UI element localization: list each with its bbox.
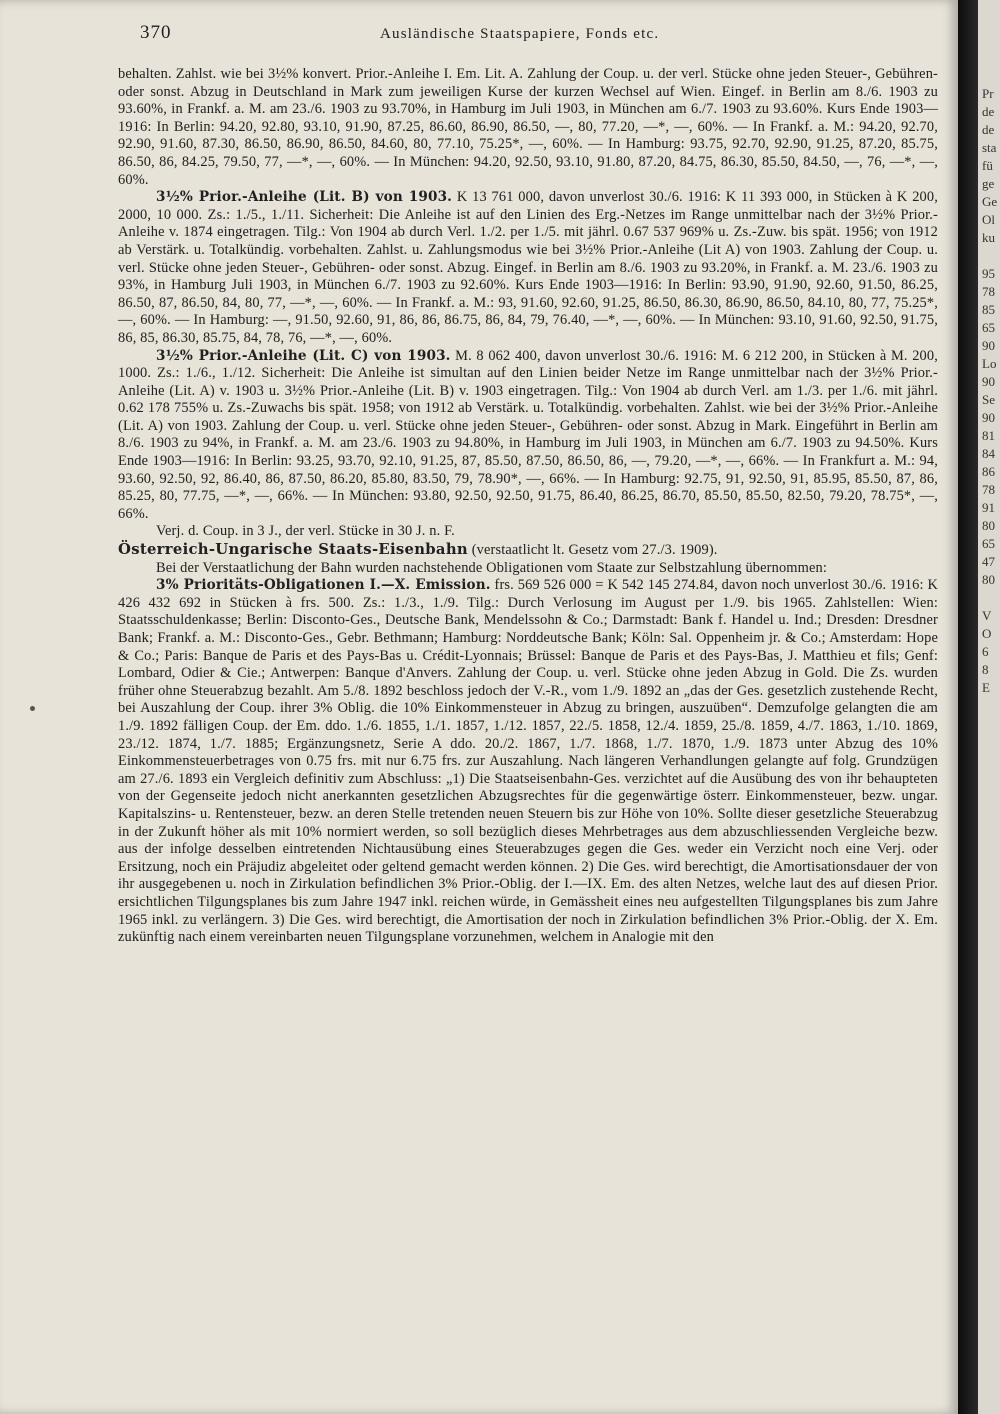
fragment: 8 bbox=[982, 662, 989, 677]
fragment: 65 bbox=[982, 536, 995, 551]
fragment: 85 bbox=[982, 302, 995, 317]
fragment: fü bbox=[982, 158, 993, 173]
fragment: 78 bbox=[982, 284, 995, 299]
fragment: Ge bbox=[982, 194, 998, 209]
fragment: E bbox=[982, 680, 990, 695]
fragment: V bbox=[982, 608, 992, 623]
entry-text: M. 8 062 400, davon unverlost 30./6. 1916: M. 6 212 200, in Stücken à M. 200, 1000. Zs.: 1./6., 1./12. Sicherheit: Die Anleihe ist simultan auf den Linien beider Netze im Range unmittelbar nach der 3½% Prior.-Anleihe (Lit. A) v. 1903 u. 3½% Prior.-Anleihe (Lit. B) v. 1903 eingetragen. Tilg.: Von 1904 ab durch Verl. am 1./3. per 1./6. mit jährl. 0.62 178 755% u. Zs.-Zuwachs bis spät. 1958; von 1912 ab Verstärk. u. Totalkündig. vorbehalten. Zahlst. wie bei der 3½% Prior.-Anleihe (Lit. A) von 1903. Zahlung der Coup. u. verl. Stücke ohne jeden Steuer-, Gebühren- oder sonst. Abzug in Mark. Eingeführt in Berlin am 8./6. 1903 zu 94%, in Frankf. a. M. am 23./6. 1903 zu 94.80%, in Hamburg im Juli 1903, in München am 6./7. 1903 zu 94.50%. Kurs Ende 1903—1916: In Berlin: 93.25, 93.70, 92.10, 91.25, 87, 85.50, 87.50, 86.50, 86, —, 79.20, —*, —, 66%. — In Frankfurt a. M.: 94, 93.60, 92.50, 92, 86.40, 86, 87.50, 86.20, 85.80, 83.50, 79, 78.90*, —, 66%. — In Hamburg: 92.75, 91, 92.50, 91, 85.95, 85.50, 87, 86, 85.25, 80, 77.75, —*, —, 66%. — In München: 93.80, 92.50, 92.50, 91.75, 86.40, 86.25, 86.70, 85.50, 85.50, 82.50, 79.20, 78.75*, —, 66%. bbox=[118, 347, 938, 522]
running-title: Ausländische Staatspapiere, Fonds etc. bbox=[380, 26, 660, 42]
fragment: sta bbox=[982, 140, 997, 155]
fragment: ku bbox=[982, 230, 995, 245]
fragment: Ol bbox=[982, 212, 995, 227]
fragment: O bbox=[982, 626, 992, 641]
fragment: ge bbox=[982, 176, 995, 191]
coupon-note bbox=[118, 523, 938, 541]
fragment: 47 bbox=[982, 554, 995, 569]
fragment: Pr bbox=[982, 86, 994, 101]
fragment: 90 bbox=[982, 410, 995, 425]
entry-prioritaets-obligationen bbox=[118, 577, 938, 946]
continuation-paragraph bbox=[118, 66, 938, 189]
fragment: de bbox=[982, 122, 995, 137]
fragment: 90 bbox=[982, 374, 995, 389]
section-heading bbox=[118, 541, 938, 560]
fragment: 80 bbox=[982, 572, 995, 587]
fragment: 95 bbox=[982, 266, 995, 281]
fragment: 84 bbox=[982, 446, 995, 461]
intro-text: Bei der Verstaatlichung der Bahn wurden nachstehende Obligationen vom Staate zur Selbstzahlung übernommen: bbox=[156, 559, 828, 576]
coupon-note-text: Verj. d. Coup. in 3 J., der verl. Stücke in 30 J. n. F. bbox=[156, 523, 455, 540]
fragment: 78 bbox=[982, 482, 995, 497]
entry-heading: 3½% Prior.-Anleihe (Lit. C) von 1903. bbox=[156, 347, 451, 364]
page-content bbox=[118, 66, 938, 947]
adjacent-page-edge bbox=[978, 0, 1000, 1414]
book-gutter bbox=[958, 0, 978, 1414]
fragment: 86 bbox=[982, 464, 995, 479]
fragment: Se bbox=[982, 392, 995, 407]
running-head bbox=[140, 22, 940, 46]
fragment: 81 bbox=[982, 428, 995, 443]
section-heading-note: (verstaatlicht lt. Gesetz vom 27./3. 1909). bbox=[471, 542, 718, 559]
fragment: 80 bbox=[982, 518, 995, 533]
section-heading-title: Österreich-Ungarische Staats-Eisenbahn bbox=[118, 541, 468, 559]
entry-text: frs. 569 526 000 = K 542 145 274.84, davon noch unverlost 30./6. 1916: K 426 432 692 in Stücken à frs. 500. Zs.: 1./3., 1./9. Tilg.: Durch Verlosung im August per 1./9. bis 1965. Zahlstellen: Wien: Staatsschuldenkasse; Berlin: Disconto-Ges., Deutsche Bank, Mendelssohn & Co.; Darmstadt: Bank f. Handel u. Ind.; Dresden: Dresdner Bank; Frankf. a. M.: Disconto-Ges., Gebr. Bethmann; Hamburg: Norddeutsche Bank; Köln: Sal. Oppenheim jr. & Co.; Amsterdam: Hope & Co.; Paris: Banque de Paris et des Pays-Bas u. Crédit-Lyonnais; Brüssel: Banque de Paris et des Pays-Bas, J. Matthieu et fils; Genf: Lombard, Odier & Cie.; Antwerpen: Banque d'Anvers. Zahlung der Coup. u. verl. Stücke ohne jeden Abzug in Gold. Die Zs. wurden früher ohne Steuerabzug bezahlt. Am 5./8. 1892 beschloss jedoch der V.-R., vom 1./9. 1892 an „das der Ges. gesetzlich zustehende Recht, bei Auszahlung der Coup. ihrer 3% Oblig. die 10% Einkommensteuer in Abzug zu bringen, auszuüben“. Demzufolge gelangten die am 1./9. 1892 fälligen Coup. der Em. ddo. 1./6. 1855, 1./1. 1857, 1./12. 1857, 22./5. 1858, 12./4. 1859, 25./8. 1859, 4./7. 1863, 1./10. 1869, 23./12. 1874, 1./7. 1885; Ergänzungsnetz, Serie A ddo. 20./2. 1867, 1./7. 1868, 1./7. 1870, 1./9. 1873 unter Abzug des 10% Einkommensteuerbetrages von 0.75 frs. mit nur 6.75 frs. zur Auszahlung. Nach längeren Verhandlungen gelangte auf folg. Grundzügen am 27./6. 1893 ein Vergleich definitiv zum Abschluss: „1) Die Staatseisenbahn-Ges. verzichtet auf die Ausübung des von ihr behaupteten von der Gegenseite jedoch nicht anerkannten gesetzlichen Abzugsrechtes für die gegenwärtige österr. Einkommensteuer, bezw. ungar. Kapitalszins- u. Rentensteuer, bezw. an deren Stelle tretenden neuen Steuern bis zur Höhe von 10%. Sollte dieser gesetzliche Steuerabzug in der Zukunft höher als mit 10% normiert werden, so soll bezüglich dieses Mehrbetrages aus dem abzuschliessenden Vergleiche bezw. aus der infolge desselben eintretenden Nichtausübung eines Steuerabzuges gegen die Ges. weder ein Verzicht noch eine Verj. oder Ersitzung, noch ein Präjudiz abgeleitet oder geltend gemacht werden können. 2) Die Ges. wird berechtigt, die Amortisationsdauer der von ihr ausgegebenen u. noch in Zirkulation befindlichen 3% Prior.-Oblig. der I.—IX. Em. des alten Netzes, welche laut des auf diesen Prior. ersichtlichen Tilgungsplanes bis zum Jahre 1947 inkl. reichen würde, in Gemässheit eines neu aufgestellten Tilgungsplanes bis zum Jahre 1965 inkl. zu verlängern. 3) Die Ges. wird berechtigt, die Amortisation der noch in Zirkulation befindlichen 3% Prior.-Oblig. der X. Em. zukünftig nach einem vereinbarten neuen Tilgungsplane vorzunehmen, welchem in Analogie mit den bbox=[118, 577, 938, 946]
fragment: 90 bbox=[982, 338, 995, 353]
fragment: de bbox=[982, 104, 995, 119]
entry-lit-b bbox=[118, 189, 938, 347]
binding-hole-mark bbox=[30, 706, 35, 711]
fragment: 65 bbox=[982, 320, 995, 335]
entry-heading: 3% Prioritäts-Obligationen I.—X. Emission. bbox=[156, 577, 491, 594]
entry-text: K 13 761 000, davon unverlost 30./6. 1916: K 11 393 000, in Stücken à K 200, 2000, 10 000. Zs.: 1./5., 1./11. Sicherheit: Die Anleihe ist auf den Linien des Erg.-Netzes im Range unmittelbar nach der 3½% Prior.-Anleihe v. 1874 eingetragen. Tilg.: Von 1904 ab durch Verl. 1./2. per 1./5. mit jährl. 0.67 537 969% u. Zs.-Zuw. bis spät. 1956; von 1912 ab Verstärk. u. Totalkündig. vorbehalten. Zahlst. u. Zahlungsmodus wie bei 3½% Prior.-Anleihe (Lit A) von 1903. Zahlung der Coup. u. verl. Stücke ohne jeden Steuer-, Gebühren- oder sonst. Abzug. Eingef. in Berlin am 8./6. 1903 zu 93.20%, in Frankf. a. M. 23./6. 1903 zu 93%, in Hamburg Juli 1903, in München 6./7. 1903 zu 92.60%. Kurs Ende 1903—1916: In Berlin: 93.90, 91.90, 92.60, 91.50, 86.25, 86.50, 87, 86.50, 84, 80, 77, —*, —, 60%. — In Frankf. a. M.: 93, 91.60, 92.60, 91.25, 86.50, 86.30, 86.90, 86.50, 84.10, 80, 77, 75.25*, —, 60%. — In Hamburg: —, 91.50, 92.60, 91, 86, 86, 86.75, 86, 84, 79, 76.40, —*, —, 60%. — In München: 93.10, 91.60, 92.50, 91.75, 86, 85, 86.30, 85.75, 84, 78, 76, —*, —, 60%. bbox=[118, 189, 938, 346]
entry-heading: 3½% Prior.-Anleihe (Lit. B) von 1903. bbox=[156, 189, 453, 206]
entry-lit-c bbox=[118, 348, 938, 524]
fragment: Lo bbox=[982, 356, 997, 371]
fragment: 6 bbox=[982, 644, 989, 659]
continuation-text: behalten. Zahlst. wie bei 3½% konvert. Prior.-Anleihe I. Em. Lit. A. Zahlung der Coup. u. der verl. Stücke ohne jeden Steuer-, Gebühren- oder sonst. Abzug in Deutschland in Mark zum jeweiligen Kurse der kurzen Wechsel auf Wien. Eingef. in Berlin am 8./6. 1903 zu 93.60%, in Frankf. a. M. am 23./6. 1903 zu 93.70%, in Hamburg im Juli 1903, in München am 6./7. 1903 zu 93.60%. Kurs Ende 1903—1916: In Berlin: 94.20, 92.80, 93.10, 91.90, 87.25, 86.60, 86.90, 86.50, —, 80, 77.20, —*, —, 60%. — In Frankf. a. M.: 94.20, 92.70, 92.90, 91.60, 87.30, 86.50, 86.90, 86.50, 84.60, 80, 77.10, 75.25*, —, 60%. — In Hamburg: 93.75, 92.70, 92.90, 91.25, 87.20, 85.75, 86.50, 86, 84.25, 79.50, 77, —*, —, 60%. — In München: 94.20, 92.50, 93.10, 91.80, 87.20, 84.75, 86.30, 85.50, 84.50, —, 76, —*, —, 60%. bbox=[118, 66, 938, 188]
fragment: 91 bbox=[982, 500, 995, 515]
intro-paragraph bbox=[118, 560, 938, 578]
page-number: 370 bbox=[140, 22, 172, 43]
